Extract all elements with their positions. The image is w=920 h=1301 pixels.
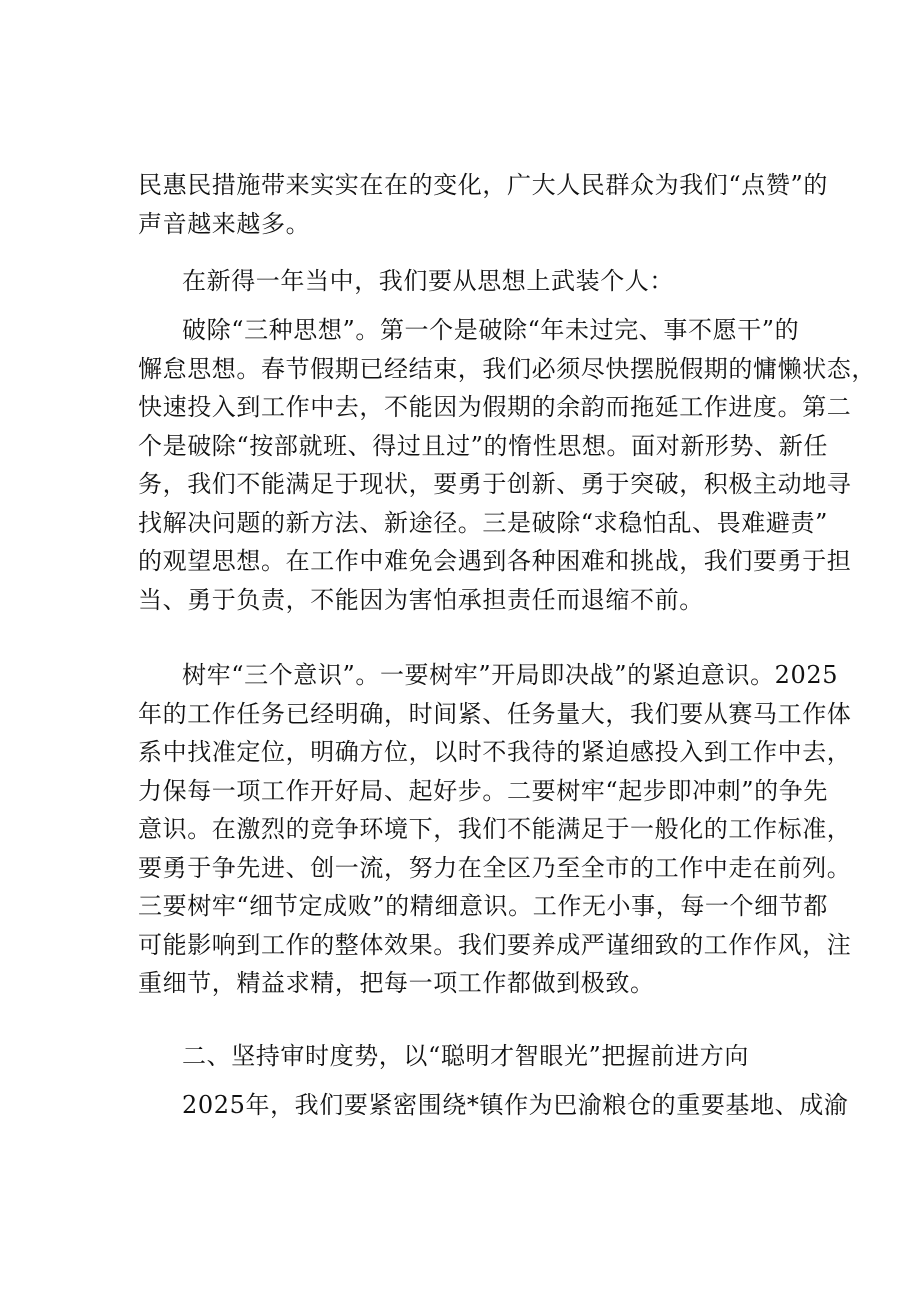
text-line: 力保每一项工作开好局、起好步。二要树牢“起步即冲刺”的争先	[138, 776, 828, 805]
section-heading	[138, 1037, 802, 1076]
text-line: 在新得一年当中，我们要从思想上武装个人：	[182, 267, 674, 295]
text-line: 个是破除“按部就班、得过且过”的惰性思想。面对新形势、新任	[138, 431, 828, 460]
text-line: 可能影响到工作的整体效果。我们要养成严谨细致的工作作风，注	[138, 930, 852, 959]
text-line: 找解决问题的新方法、新途径。三是破除“求稳怕乱、畏难避责”	[138, 508, 828, 537]
paragraph	[138, 166, 828, 243]
paragraph	[138, 262, 802, 301]
text-line: 树牢“三个意识”。一要树牢”开局即决战”的紧迫意识。2025	[182, 661, 839, 689]
text-line: 要勇于争先进、创一流，努力在全区乃至全市的工作中走在前列。	[138, 853, 852, 882]
text-line: 懈怠思想。春节假期已经结束，我们必须尽快摆脱假期的慵懒状态，	[138, 354, 876, 383]
text-line: 三要树牢“细节定成败”的精细意识。工作无小事，每一个细节都	[138, 892, 828, 920]
text-line: 系中找准定位，明确方位，以时不我待的紧迫感投入到工作中去，	[138, 738, 852, 766]
text-line: 年的工作任务已经明确，时间紧、任务量大，我们要从赛马工作体	[138, 699, 852, 728]
paragraph	[138, 1086, 849, 1125]
text-line: 当、勇于负责，不能因为害怕承担责任而退缩不前。	[138, 585, 704, 614]
text-line: 二、坚持审时度势，以“聪明才智眼光”把握前进方向	[182, 1042, 749, 1070]
text-line: 2025年，我们要紧密围绕*镇作为巴渝粮仓的重要基地、成渝	[182, 1091, 849, 1119]
paragraph	[138, 656, 852, 1003]
text-line: 的观望思想。在工作中难免会遇到各种困难和挑战，我们要勇于担	[138, 547, 852, 575]
paragraph	[138, 311, 876, 619]
text-line: 破除“三种思想”。第一个是破除“年未过完、事不愿干”的	[182, 316, 800, 344]
text-line: 务，我们不能满足于现状，要勇于创新、勇于突破，积极主动地寻	[138, 470, 852, 498]
text-line: 意识。在激烈的竞争环境下，我们不能满足于一般化的工作标准，	[138, 815, 852, 843]
text-line: 民惠民措施带来实实在在的变化，广大人民群众为我们“点赞”的	[138, 171, 828, 199]
text-line: 声音越来越多。	[138, 209, 311, 238]
text-line: 重细节，精益求精，把每一项工作都做到极致。	[138, 969, 655, 997]
text-line: 快速投入到工作中去，不能因为假期的余韵而拖延工作进度。第二	[138, 393, 852, 421]
